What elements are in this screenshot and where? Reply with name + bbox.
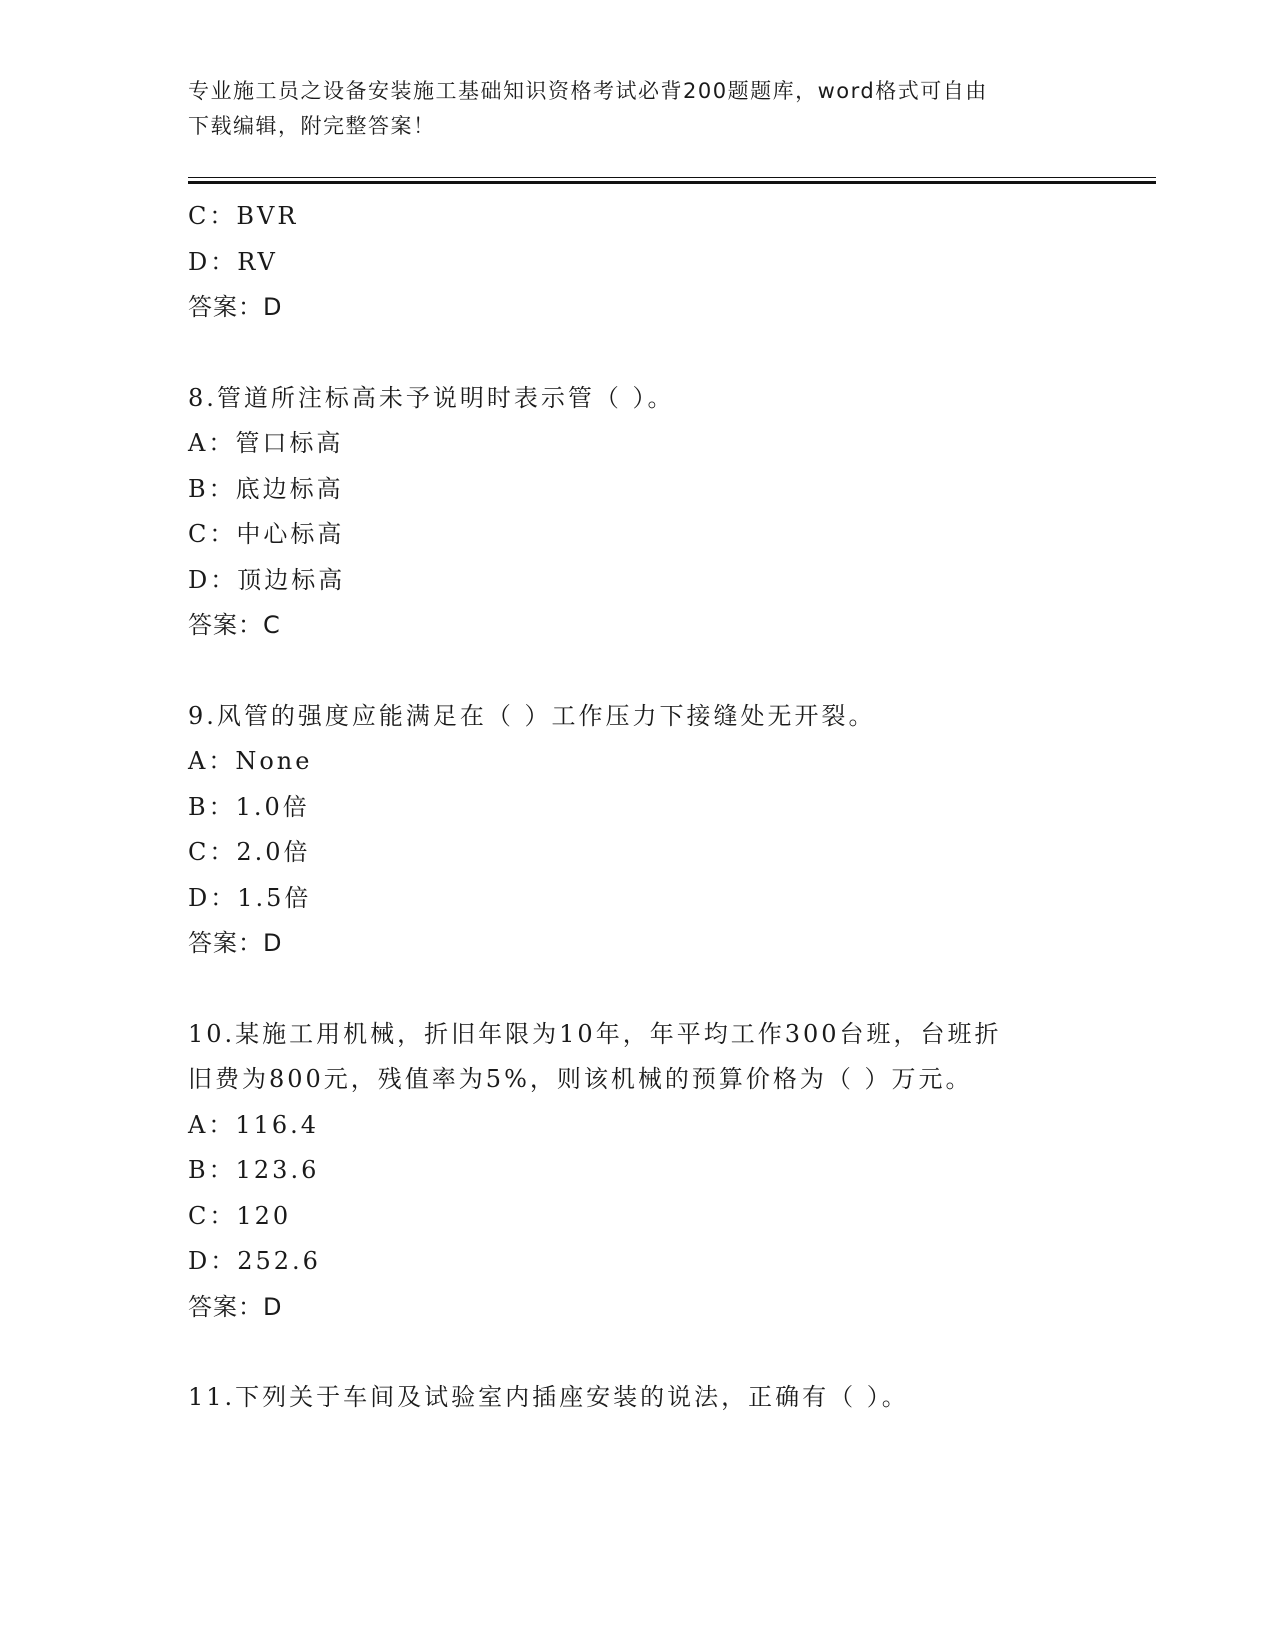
option: C：120 — [188, 1201, 292, 1230]
option: A：None — [188, 747, 313, 775]
question-list — [188, 194, 1088, 1421]
option: B：1.0倍 — [188, 792, 310, 821]
header-line-2: 下载编辑，附完整答案！ — [188, 114, 436, 138]
option: B：底边标高 — [188, 474, 344, 503]
question-stem: 10.某施工用机械，折旧年限为10年，年平均工作300台班，台班折 — [188, 1019, 1002, 1048]
option: D：1.5倍 — [188, 883, 312, 912]
option: D：RV — [188, 247, 278, 276]
answer: 答案：D — [188, 929, 283, 957]
header-rule-thick — [188, 181, 1156, 184]
question-stem: 8.管道所注标高未予说明时表示管（ ）。 — [188, 383, 675, 412]
question-8 — [188, 376, 1088, 649]
answer: 答案：D — [188, 293, 283, 321]
question-stem-continued: 旧费为800元，残值率为5%，则该机械的预算价格为（ ）万元。 — [188, 1065, 973, 1093]
option: A：管口标高 — [188, 429, 344, 457]
option: B：123.6 — [188, 1156, 320, 1184]
question-11 — [188, 1375, 1088, 1421]
answer: 答案：C — [188, 611, 281, 639]
document-header — [188, 74, 1088, 144]
header-rule-thin — [188, 177, 1156, 178]
option: D：252.6 — [188, 1247, 321, 1275]
option: D：顶边标高 — [188, 565, 346, 594]
question-stem: 9.风管的强度应能满足在（ ）工作压力下接缝处无开裂。 — [188, 701, 876, 730]
option: C：2.0倍 — [188, 838, 311, 866]
option: A：116.4 — [188, 1110, 320, 1139]
header-line-1: 专业施工员之设备安装施工基础知识资格考试必背200题题库，word格式可自由 — [188, 79, 988, 103]
option: C：BVR — [188, 202, 299, 230]
option: C：中心标高 — [188, 520, 345, 548]
question-10 — [188, 1012, 1088, 1331]
question-stem: 11.下列关于车间及试验室内插座安装的说法，正确有（ ）。 — [188, 1383, 909, 1411]
answer: 答案：D — [188, 1292, 283, 1321]
question-9 — [188, 694, 1088, 967]
